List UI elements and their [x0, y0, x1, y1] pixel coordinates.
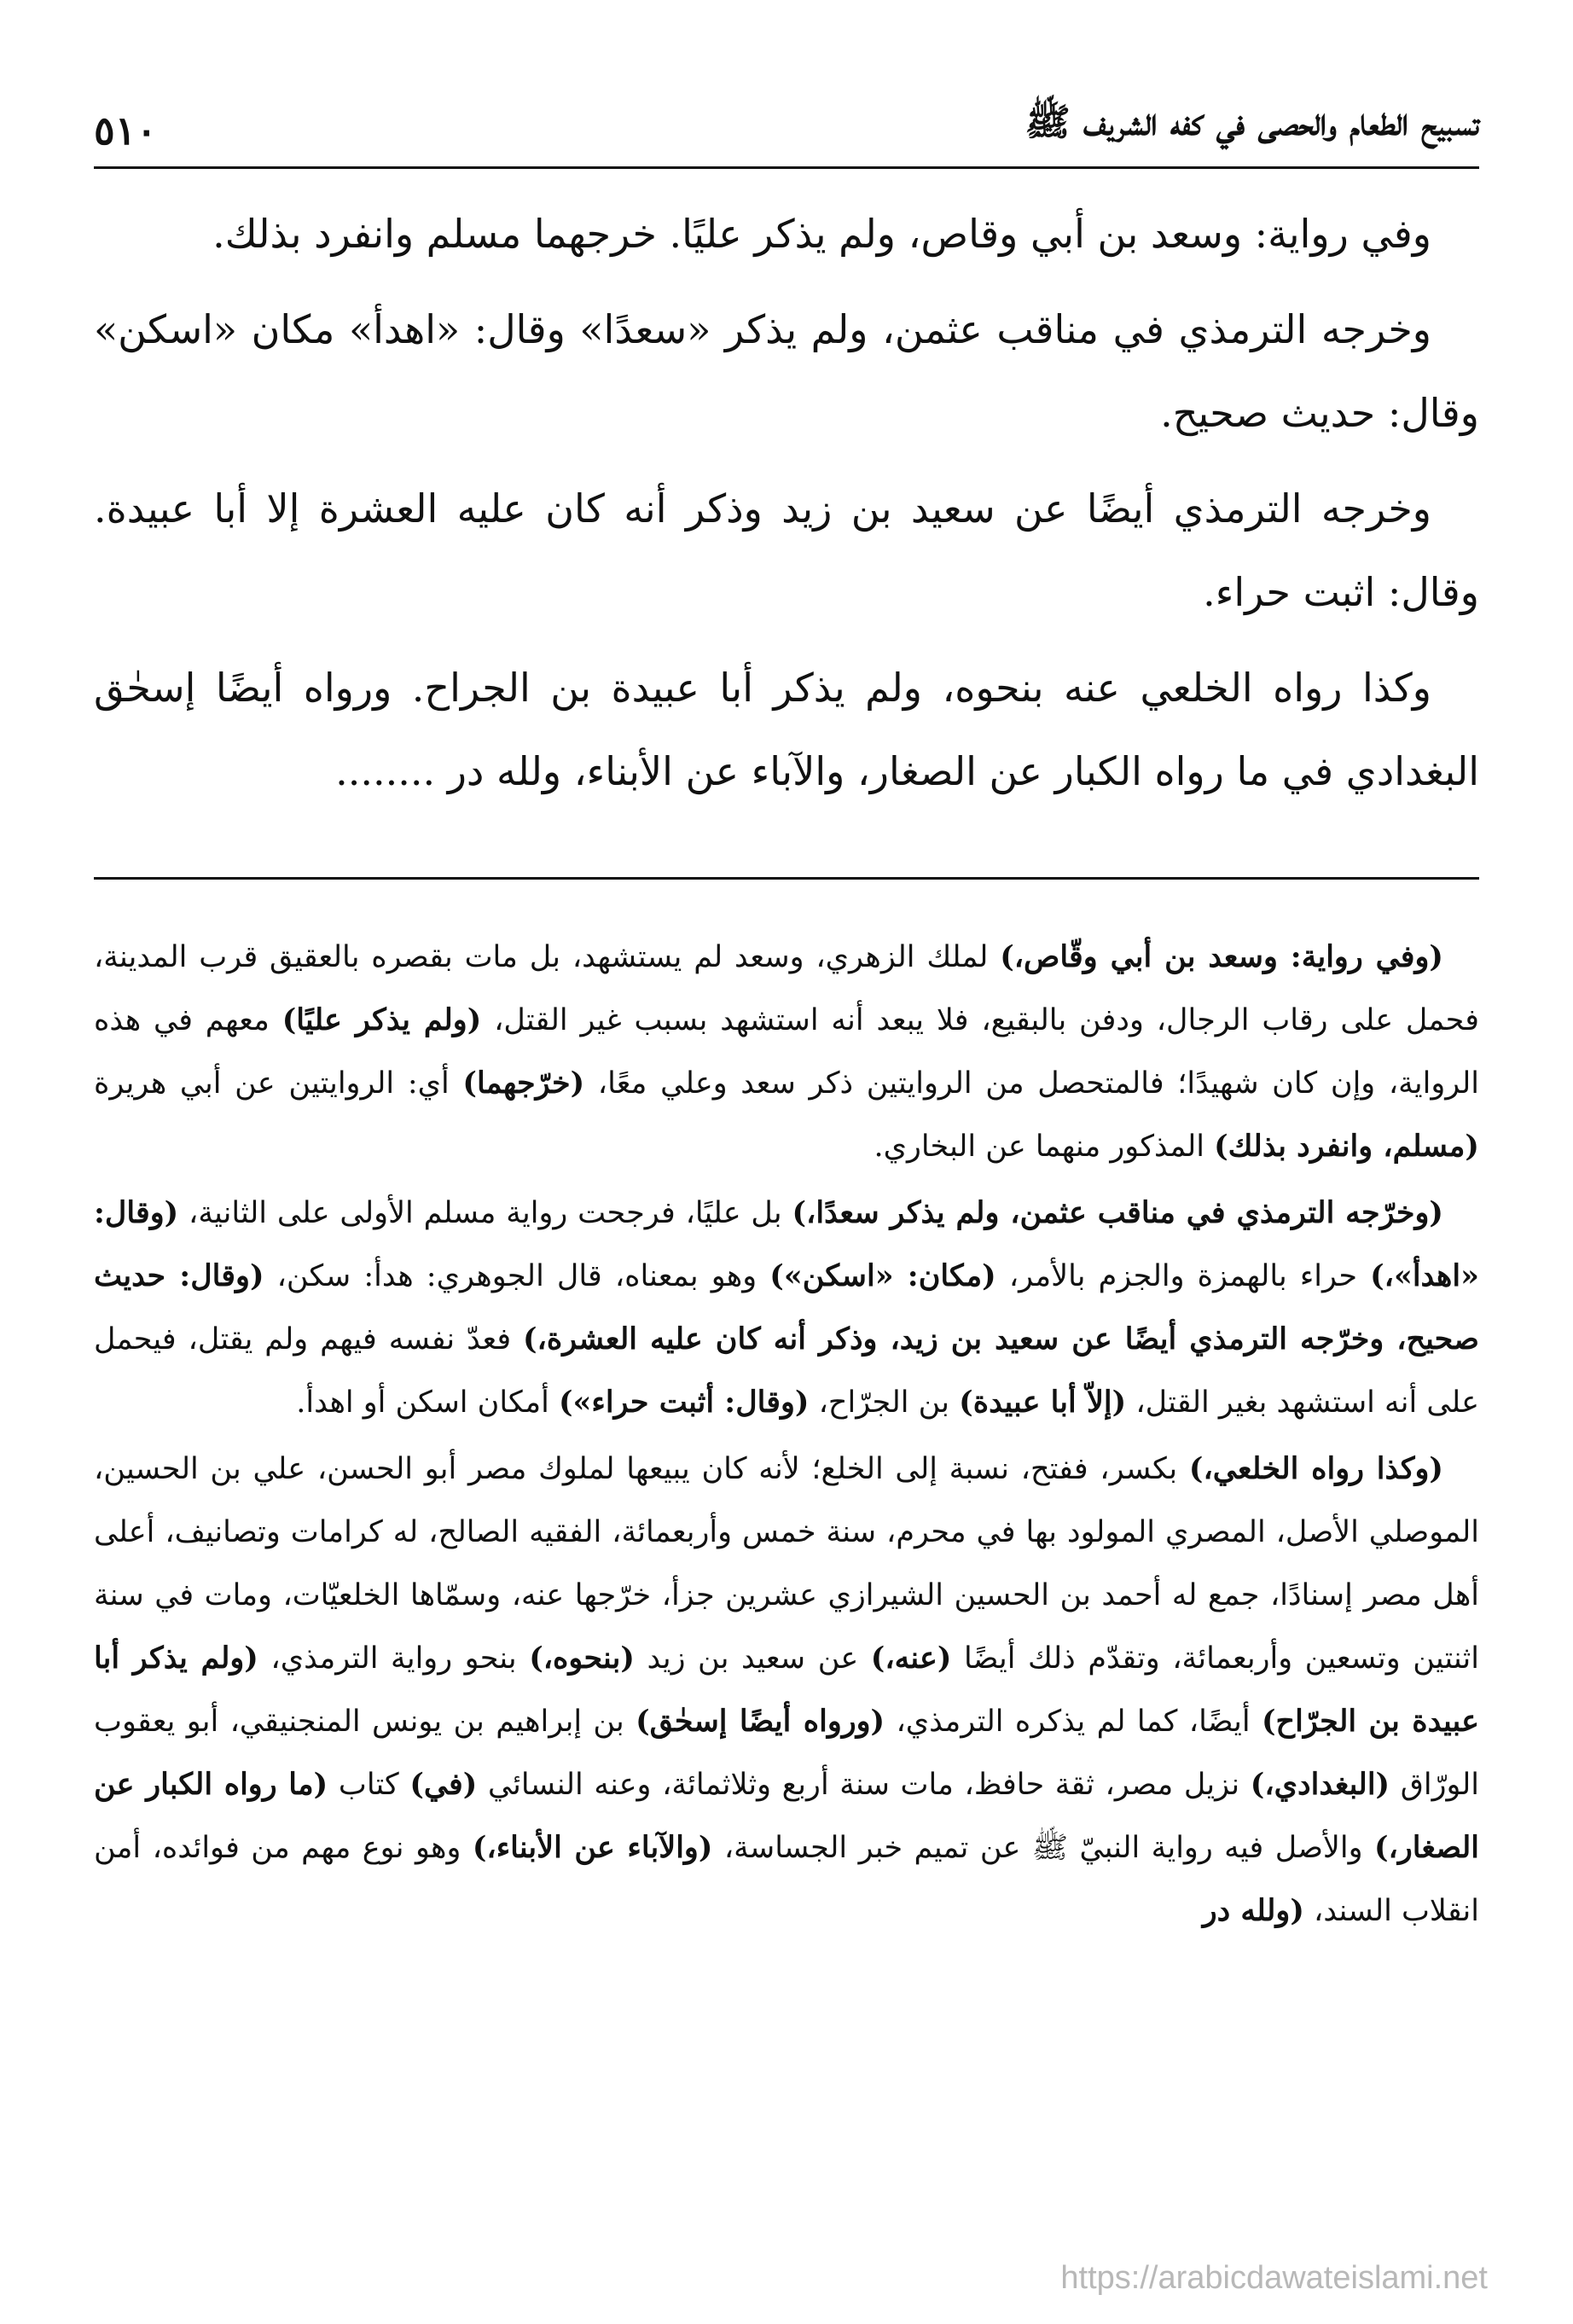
- commentary-text: بن إبراهيم بن يونس المنجنيقي، أبو يعقوب الورّاق: [94, 1705, 1479, 1802]
- quoted-text: (عنه،): [870, 1641, 952, 1676]
- commentary-text: كتاب: [328, 1768, 410, 1802]
- quoted-text: (مكان: «اسكن»): [769, 1258, 996, 1293]
- page-header: [94, 85, 1479, 154]
- quoted-text: (ولم يذكر عليًا): [282, 1002, 482, 1037]
- commentary-paragraph: [94, 926, 1479, 1178]
- quoted-text: (بنحوه،): [529, 1641, 635, 1676]
- quoted-text: (مسلم، وانفرد بذلك): [1214, 1129, 1479, 1164]
- quoted-text: (ولله در: [1202, 1893, 1304, 1928]
- commentary-text: المذكور منهما عن البخاري.: [874, 1130, 1215, 1164]
- page-number: ٥١٠: [94, 107, 158, 154]
- main-paragraph: وخرجه الترمذي في مناقب عثمن، ولم يذكر «سعدًا» وقال: «اهدأ» مكان «اسكن» وقال: حديث صحيح.: [94, 306, 1479, 436]
- commentary-text: أي: الروايتين عن أبي هريرة: [94, 1066, 463, 1101]
- running-title: تسبيح الطعام والحصى في كفه الشريف ﷺ: [1024, 101, 1479, 144]
- main-text: [94, 192, 1479, 825]
- commentary-text: أمكان اسكن أو اهدأ.: [296, 1386, 559, 1420]
- commentary-text: فعدّ نفسه فيهم ولم يقتل، فيحمل على أنه استشهد بغير القتل،: [94, 1322, 1479, 1420]
- commentary-text: وهو بمعناه، قال الجوهري: هدأ: سكن،: [264, 1259, 770, 1293]
- main-paragraph: وخرجه الترمذي أيضًا عن سعيد بن زيد وذكر أنه كان عليه العشرة إلا أبا عبيدة. وقال: اثبت حراء.: [94, 485, 1479, 615]
- quoted-text: (البغدادي،): [1250, 1767, 1390, 1802]
- commentary-text: بنحو رواية الترمذي،: [258, 1641, 530, 1676]
- main-paragraph: وفي رواية: وسعد بن أبي وقاص، ولم يذكر عليًا. خرجهما مسلم وانفرد بذلك.: [212, 211, 1431, 257]
- commentary-text: والأصل فيه رواية النبيّ ﷺ عن تميم خبر الجساسة،: [712, 1831, 1374, 1865]
- quoted-text: (وقال: أثبت حراء»): [558, 1385, 810, 1420]
- commentary-text: بكسر، ففتح، نسبة إلى الخلع؛ لأنه كان يبيعها لملوك مصر أبو الحسن، علي بن الحسين، الموصلي الأصل، المصري المولود بها في محرم، سنة خمس وأربعمائة، الفقيه الصالح، له كرامات وتصانيف، أعلى أهل مصر إسنادًا، جمع له أحمد بن الحسين الشيرازي عشرين جزأ، خرّجها عنه، وسمّاها الخلعيّات، ومات في سنة اثنتين وتسعين وأربعمائة، وتقدّم ذلك أيضًا: [94, 1452, 1479, 1676]
- commentary-text: أيضًا، كما لم يذكره الترمذي،: [885, 1705, 1262, 1739]
- quoted-text: (إلاّ أبا عبيدة): [959, 1385, 1127, 1420]
- commentary-text: بن الجرّاح،: [809, 1386, 960, 1420]
- commentary-paragraph: [94, 1182, 1479, 1434]
- quoted-text: (ولم يذكر أبا عبيدة بن الجرّاح): [94, 1641, 1479, 1739]
- commentary-divider: [94, 877, 1479, 880]
- quoted-text: (وقال: حديث صحيح، وخرّجه الترمذي أيضًا عن سعيد بن زيد، وذكر أنه كان عليه العشرة،): [94, 1258, 1479, 1357]
- quoted-text: (والآباء عن الأبناء،): [472, 1830, 713, 1865]
- commentary-text: عن سعيد بن زيد: [634, 1641, 871, 1676]
- commentary-text: لملك الزهري، وسعد لم يستشهد، بل مات بقصره بالعقيق قرب المدينة، فحمل على رقاب الرجال، ودفن بالبقيع، فلا يبعد أنه استشهد بسبب غير القتل،: [94, 940, 1479, 1037]
- commentary-text: معهم في هذه الرواية، وإن كان شهيدًا؛ فالمتحصل من الروايتين ذكر سعد وعلي معًا،: [94, 1003, 1479, 1101]
- watermark-url: https://arabicdawateislami.net: [1060, 2260, 1488, 2296]
- commentary-text: حراء بالهمزة والجزم بالأمر،: [995, 1259, 1371, 1293]
- quoted-text: (خرّجهما): [462, 1066, 585, 1101]
- quoted-text: (وكذا رواه الخلعي،): [1188, 1451, 1443, 1486]
- commentary-text: وهو نوع مهم من فوائده، أمن انقلاب السند،: [94, 1831, 1479, 1928]
- quoted-text: (ورواه أيضًا إسحٰق): [636, 1704, 885, 1739]
- commentary-text: نزيل مصر، ثقة حافظ، مات سنة أربع وثلاثمائة، وعنه النسائي: [477, 1768, 1251, 1802]
- commentary: [94, 926, 1479, 1946]
- quoted-text: (في): [409, 1767, 478, 1802]
- quoted-text: (وقال: «اهدأ»،): [94, 1195, 1479, 1293]
- main-paragraph: وكذا رواه الخلعي عنه بنحوه، ولم يذكر أبا عبيدة بن الجراح. ورواه أيضًا إسحٰق البغدادي في ما رواه الكبار عن الصغار، والآباء عن الأبناء، ولله در ........: [94, 665, 1479, 794]
- quoted-text: (وفي رواية: وسعد بن أبي وقّاص،): [1000, 939, 1443, 974]
- quoted-text: (وخرّجه الترمذي في مناقب عثمن، ولم يذكر سعدًا،): [792, 1195, 1443, 1230]
- quoted-text: (ما رواه الكبار عن الصغار،): [94, 1767, 1480, 1865]
- header-divider: [94, 166, 1479, 169]
- commentary-text: بل عليًا، فرجحت رواية مسلم الأولى على الثانية،: [178, 1196, 792, 1230]
- commentary-paragraph: [94, 1438, 1479, 1943]
